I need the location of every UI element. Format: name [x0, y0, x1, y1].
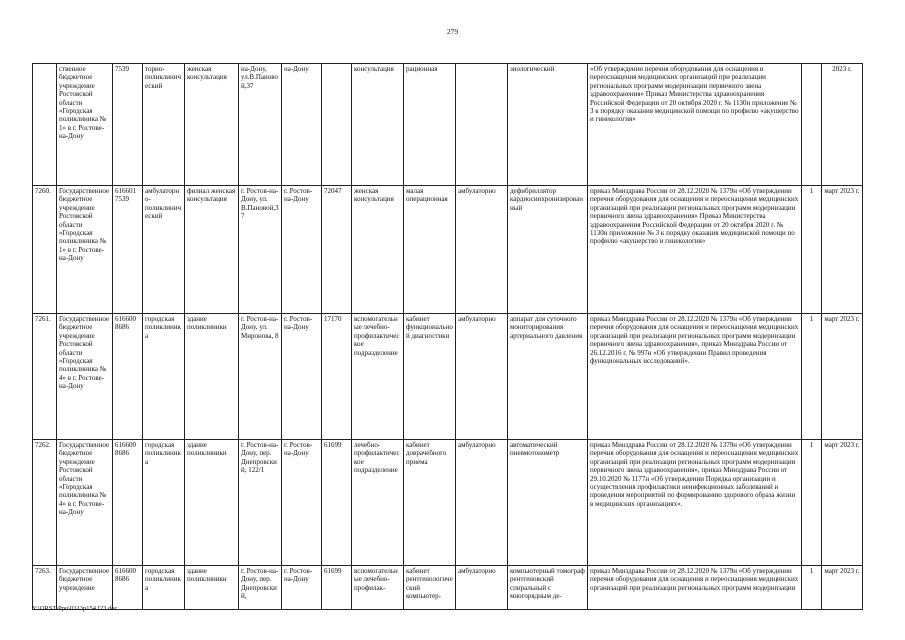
care-condition-cell: амбулаторно [456, 440, 508, 566]
address-cell: г. Ростов-на-Дону, пер. Днепровский, 122/1 [239, 440, 282, 566]
organization-name-cell: Государственное бюджетное учреждение [57, 566, 113, 610]
unit-code-cell: 72047 [322, 186, 352, 314]
quantity-cell: 1 [802, 566, 822, 610]
city-cell: на-Дону [282, 64, 322, 186]
org-type-cell: городская поликлиника [143, 566, 185, 610]
org-type-cell: амбулаторно-поликлинический [143, 186, 185, 314]
address-cell: г. Ростов-на-Дону, пер. Днепровский, [239, 566, 282, 610]
unit-code-cell: 61699 [322, 566, 352, 610]
care-condition-cell: амбулаторно [456, 314, 508, 440]
unit-code-cell [322, 64, 352, 186]
row-number-cell: 7261. [33, 314, 57, 440]
department-cell: консультация [352, 64, 404, 186]
building-type-cell: здание поликлиники [185, 440, 239, 566]
row-number-cell [33, 64, 57, 186]
unit-code-cell: 17170 [322, 314, 352, 440]
city-cell: г. Ростов-на-Дону [282, 566, 322, 610]
table-row [33, 64, 863, 186]
building-type-cell: здание поликлиники [185, 314, 239, 440]
quantity-cell: 1 [802, 186, 822, 314]
quantity-cell: 1 [802, 440, 822, 566]
department-cell: женская консультация [352, 186, 404, 314]
building-type-cell: филиал женская консультация [185, 186, 239, 314]
legal-basis-cell: приказ Минздрава России от 28.12.2020 № 1379н «Об утверждении перечня оборудования для оснащения и переоснащения медицинских организаций при реализации региональных программ модернизации [588, 566, 802, 610]
equipment-table [32, 63, 863, 610]
organization-name-cell: ственное бюджетное учреждение Ростовской области «Городская поликлиника № 1» в г. Ростове-на-Дону [57, 64, 113, 186]
legal-basis-cell: приказ Минздрава России от 28.12.2020 № 1379н «Об утверждении перечня оборудования для оснащения и переоснащения медицинских организаций при реализации региональных программ модернизации первичного звена здравоохранения», приказ Минздрава России от 29.10.2020 № 1177н «Об утверждении Порядка организации и осуществления профилактики неинфекционных заболеваний и проведения мероприятий по формированию здорового образа жизни в медицинских организациях». [588, 440, 802, 566]
file-path-footer: Y:\ORST\Ppo\0313p154.f23.doc [32, 605, 118, 612]
org-code-cell: 7539 [113, 64, 143, 186]
legal-basis-cell: приказ Минздрава России от 28.12.2020 № 1379н «Об утверждении перечня оборудования для оснащения и переоснащения медицинских организаций при реализации региональных программ модернизации первичного звена здравоохранения», приказ Минздрава России от 26.12.2016 г. № 997н «Об утверждении Правил проведения функциональных исследований». [588, 314, 802, 440]
table-row [33, 566, 863, 610]
quantity-cell: 1 [802, 314, 822, 440]
quantity-cell [802, 64, 822, 186]
equipment-name-cell: дефибриллятор кардиосинхронизированный [508, 186, 588, 314]
org-type-cell: торно-поликлинический [143, 64, 185, 186]
room-cell: кабинет функциональной диагностики [404, 314, 456, 440]
unit-code-cell: 61699 [322, 440, 352, 566]
due-date-cell: март 2023 г. [822, 314, 863, 440]
address-cell: г. Ростов-на-Дону, ул. В.Пановой,37 [239, 186, 282, 314]
department-cell: лечебно-профилактическое подразделение [352, 440, 404, 566]
address-cell: г. Ростов-на-Дону, ул. Миронова, 8 [239, 314, 282, 440]
care-condition-cell [456, 64, 508, 186]
organization-name-cell: Государственное бюджетное учреждение Ростовской области «Городская поликлиника № 4» в г. Ростове-на-Дону [57, 440, 113, 566]
equipment-name-cell: автоматический пневмотонометр [508, 440, 588, 566]
due-date-cell: 2023 г. [822, 64, 863, 186]
table-row [33, 314, 863, 440]
org-code-cell: 616600 8686 [113, 440, 143, 566]
equipment-name-cell: аппарат для суточного мониторирования артериального давления [508, 314, 588, 440]
care-condition-cell: амбулаторно [456, 566, 508, 610]
row-number-cell: 7263. [33, 566, 57, 610]
row-number-cell: 7260. [33, 186, 57, 314]
table-row [33, 440, 863, 566]
due-date-cell: март 2023 г. [822, 566, 863, 610]
equipment-name-cell: компьютерный томограф рентгеновский спиральный с многорядным де- [508, 566, 588, 610]
table-row [33, 186, 863, 314]
due-date-cell: март 2023 г. [822, 440, 863, 566]
building-type-cell: женская консультация [185, 64, 239, 186]
legal-basis-cell: приказ Минздрава России от 28.12.2020 № 1379н «Об утверждении перечня оборудования для оснащения и переоснащения медицинских организаций при реализации региональных программ модернизации первичного звена здравоохранения» Приказ Министерства здравоохранения Российской Федерации от 20 октября 2020 г. № 1130н приложение № 3 к порядку оказания медицинской помощи по профилю «акушерство и гинекология» [588, 186, 802, 314]
page-number: 279 [446, 27, 459, 36]
legal-basis-cell: «Об утверждении перечня оборудования для оснащения и переоснащения медицинских организаций при реализации региональных программ модернизации первичного звена здравоохранения» Приказ Министерства здравоохранения Российской Федерации от 20 октября 2020 г. № 1130н приложение № 3 к порядку оказания медицинской помощи по профилю «акушерство и гинекология» [588, 64, 802, 186]
org-type-cell: городская поликлиника [143, 314, 185, 440]
care-condition-cell: амбулаторно [456, 186, 508, 314]
equipment-name-cell: зиологический [508, 64, 588, 186]
organization-name-cell: Государственное бюджетное учреждение Ростовской области «Городская поликлиника № 1» в г. Ростове-на-Дону [57, 186, 113, 314]
city-cell: г. Ростов-на-Дону [282, 186, 322, 314]
building-type-cell: здание поликлиники [185, 566, 239, 610]
due-date-cell: март 2023 г. [822, 186, 863, 314]
city-cell: г. Ростов-на-Дону [282, 314, 322, 440]
org-code-cell: 616601 7539 [113, 186, 143, 314]
org-code-cell: 616600 8686 [113, 566, 143, 610]
org-type-cell: городская поликлиника [143, 440, 185, 566]
room-cell: рационная [404, 64, 456, 186]
org-code-cell: 616600 8686 [113, 314, 143, 440]
city-cell: г. Ростов-на-Дону [282, 440, 322, 566]
address-cell: на-Дону, ул.В.Пановой,37 [239, 64, 282, 186]
room-cell: малая операционная [404, 186, 456, 314]
department-cell: вспомогательные лечебно-профилактическое подразделение [352, 314, 404, 440]
room-cell: кабинет доврачебного приема [404, 440, 456, 566]
row-number-cell: 7262. [33, 440, 57, 566]
room-cell: кабинет рентгенологический компьютер- [404, 566, 456, 610]
organization-name-cell: Государственное бюджетное учреждение Ростовской области «Городская поликлиника № 4» в г. Ростове-на-Дону [57, 314, 113, 440]
department-cell: вспомогательные лечебно-профилак- [352, 566, 404, 610]
